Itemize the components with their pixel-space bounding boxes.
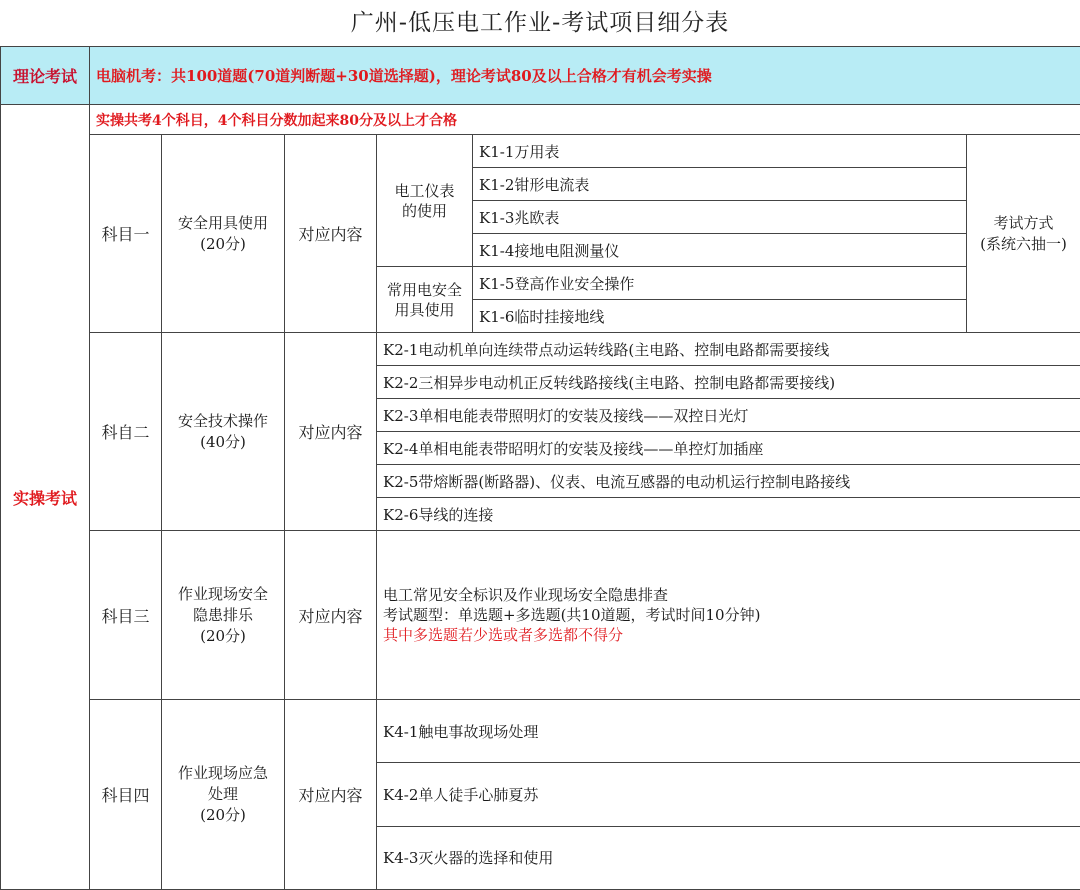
practical-note-row	[1, 105, 1080, 135]
item-k1-1: K1-1万用表	[473, 135, 967, 168]
category-safety-tools: 常用电安全 用具使用	[377, 267, 473, 333]
subject-4-content-label: 对应内容	[285, 700, 377, 890]
table-row	[1, 135, 1080, 168]
subject-2-label: 科自二	[90, 333, 162, 531]
table-row	[1, 700, 1080, 763]
item-k2-3: K2-3单相电能表带照明灯的安装及接线——双控日光灯	[377, 399, 1080, 432]
subject-1-content-label: 对应内容	[285, 135, 377, 333]
item-k2-1: K2-1电动机单向连续带点动运转线路(主电路、控制电路都需要接线	[377, 333, 1080, 366]
item-k2-5: K2-5带熔断器(断路器)、仪表、电流互感器的电动机运行控制电路接线	[377, 465, 1080, 498]
theory-row	[1, 47, 1080, 105]
subject-1-method: 考试方式 (系统六抽一)	[967, 135, 1080, 333]
item-k1-6: K1-6临时挂接地线	[473, 300, 967, 333]
page-title: 广州-低压电工作业-考试项目细分表	[0, 0, 1080, 46]
item-k1-4: K1-4接地电阻测量仪	[473, 234, 967, 267]
subject-4-label: 科目四	[90, 700, 162, 890]
item-k2-6: K2-6导线的连接	[377, 498, 1080, 531]
subject-3-label: 科目三	[90, 531, 162, 700]
item-k1-2: K1-2钳形电流表	[473, 168, 967, 201]
item-k4-2: K4-2单人徒手心肺夏苏	[377, 763, 1080, 826]
item-k1-3: K1-3兆欧表	[473, 201, 967, 234]
item-k1-5: K1-5登高作业安全操作	[473, 267, 967, 300]
subject-1-name: 安全用具使用 (20分)	[162, 135, 285, 333]
subject-2-name: 安全技术操作 (40分)	[162, 333, 285, 531]
subject-3-description: 电工常见安全标识及作业现场安全隐患排查 考试题型：单选题+多选题(共10道题，考试时间10分钟) 其中多选题若少选或者多选都不得分	[377, 531, 1080, 700]
theory-description: 电脑机考：共100道题(70道判断题+30道选择题)，理论考试80及以上合格才有机会考实操	[90, 47, 1080, 105]
item-k2-2: K2-2三相异步电动机正反转线路接线(主电路、控制电路都需要接线)	[377, 366, 1080, 399]
practical-note: 实操共考4个科目，4个科目分数加起来80分及以上才合格	[90, 105, 1080, 135]
subject-1-label: 科目一	[90, 135, 162, 333]
category-meters: 电工仪表 的使用	[377, 135, 473, 267]
exam-table	[0, 46, 1080, 890]
subject-2-content-label: 对应内容	[285, 333, 377, 531]
subject-4-name: 作业现场应急 处理 (20分)	[162, 700, 285, 890]
subject-3-name: 作业现场安全 隐患排乐 (20分)	[162, 531, 285, 700]
theory-label: 理论考试	[1, 47, 90, 105]
table-row	[1, 333, 1080, 366]
item-k4-1: K4-1触电事故现场处理	[377, 700, 1080, 763]
practical-label: 实操考试	[1, 105, 90, 890]
subject-3-content-label: 对应内容	[285, 531, 377, 700]
table-row	[1, 531, 1080, 700]
item-k2-4: K2-4单相电能表带昭明灯的安装及接线——单控灯加插座	[377, 432, 1080, 465]
item-k4-3: K4-3灭火器的选择和使用	[377, 826, 1080, 889]
